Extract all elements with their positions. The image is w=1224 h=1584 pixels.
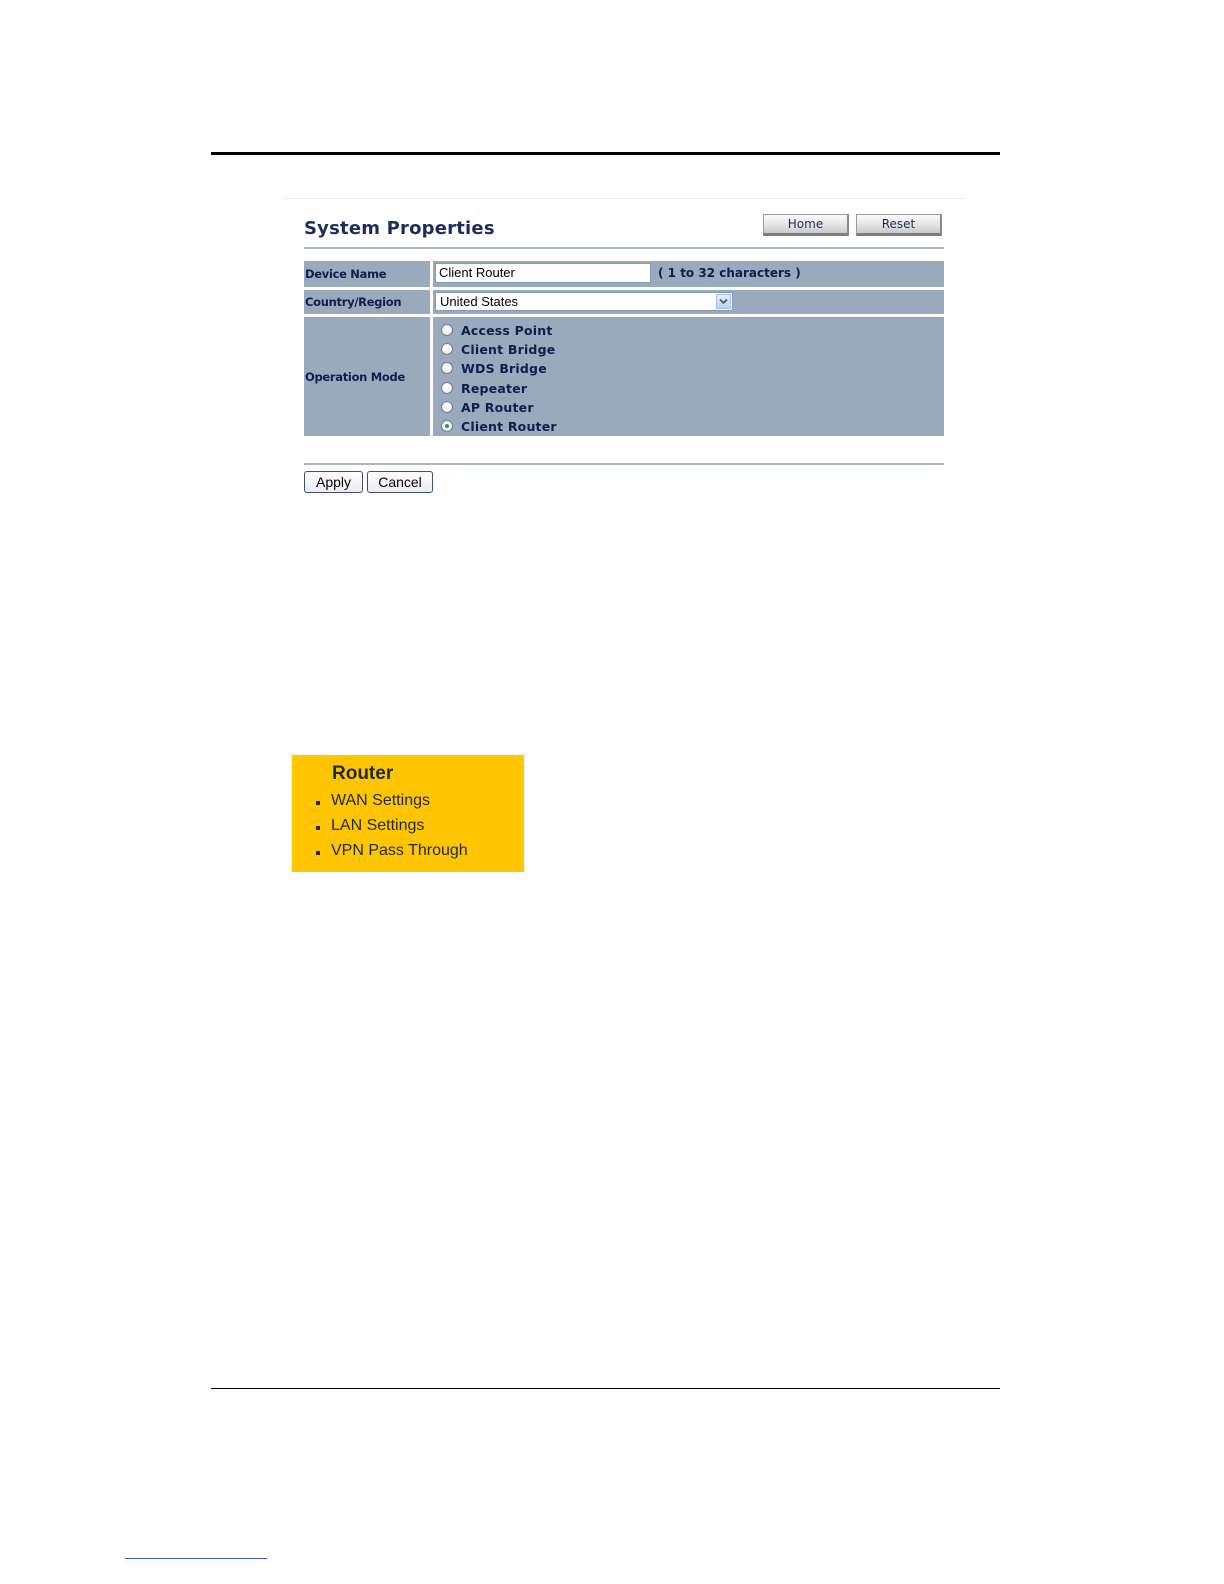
country-region-row — [304, 290, 944, 314]
radio-button-icon[interactable] — [441, 343, 453, 355]
country-selected-value: United States — [440, 294, 519, 309]
router-menu — [292, 755, 524, 872]
radio-label: Client Bridge — [461, 341, 556, 357]
device-name-input[interactable]: Client Router — [435, 263, 651, 283]
radio-button-icon[interactable] — [441, 362, 453, 374]
page-title: System Properties — [304, 218, 495, 239]
country-region-cell — [433, 290, 944, 314]
panel-top-border — [282, 198, 964, 199]
home-button[interactable]: Home — [763, 214, 849, 236]
menu-item-label[interactable]: WAN Settings — [331, 792, 430, 809]
apply-button[interactable]: Apply — [304, 471, 363, 493]
chevron-down-icon[interactable] — [716, 294, 731, 309]
radio-button-icon[interactable] — [441, 382, 453, 394]
country-region-select[interactable] — [435, 292, 733, 311]
radio-client-bridge[interactable] — [441, 340, 641, 358]
device-name-row — [304, 261, 944, 287]
radio-button-icon[interactable] — [441, 324, 453, 336]
radio-wds-bridge[interactable] — [441, 359, 641, 377]
radio-label: AP Router — [461, 399, 534, 415]
radio-repeater[interactable] — [441, 379, 641, 397]
radio-access-point[interactable] — [441, 321, 641, 339]
menu-item-label[interactable]: LAN Settings — [331, 817, 425, 834]
radio-button-icon[interactable] — [441, 401, 453, 413]
operation-mode-label: Operation Mode — [304, 317, 430, 436]
device-name-hint: ( 1 to 32 characters ) — [658, 266, 801, 280]
title-divider — [304, 247, 944, 249]
radio-label: WDS Bridge — [461, 360, 547, 376]
router-menu-heading: Router — [332, 763, 394, 784]
menu-item-vpn-pass-through[interactable] — [316, 840, 468, 862]
system-properties-panel — [282, 198, 964, 508]
page-top-rule — [211, 152, 1000, 155]
form-bottom-divider — [304, 463, 944, 465]
device-name-cell — [433, 261, 944, 287]
radio-label: Access Point — [461, 322, 553, 338]
radio-client-router[interactable] — [441, 417, 641, 435]
radio-button-selected-icon[interactable] — [441, 420, 453, 432]
device-name-label: Device Name — [304, 261, 430, 287]
radio-ap-router[interactable] — [441, 398, 641, 416]
menu-item-wan-settings[interactable] — [316, 790, 430, 812]
menu-item-lan-settings[interactable] — [316, 815, 424, 837]
menu-item-label[interactable]: VPN Pass Through — [331, 842, 468, 859]
bullet-icon — [316, 826, 320, 830]
bullet-icon — [316, 801, 320, 805]
cancel-button[interactable]: Cancel — [367, 471, 433, 493]
footer-link-underline — [125, 1558, 267, 1559]
radio-label: Client Router — [461, 418, 557, 434]
country-region-label: Country/Region — [304, 290, 430, 314]
operation-mode-row — [304, 317, 944, 436]
radio-label: Repeater — [461, 380, 528, 396]
operation-mode-cell — [433, 317, 944, 436]
page-bottom-rule — [211, 1388, 1000, 1389]
bullet-icon — [316, 851, 320, 855]
reset-button[interactable]: Reset — [856, 214, 942, 236]
